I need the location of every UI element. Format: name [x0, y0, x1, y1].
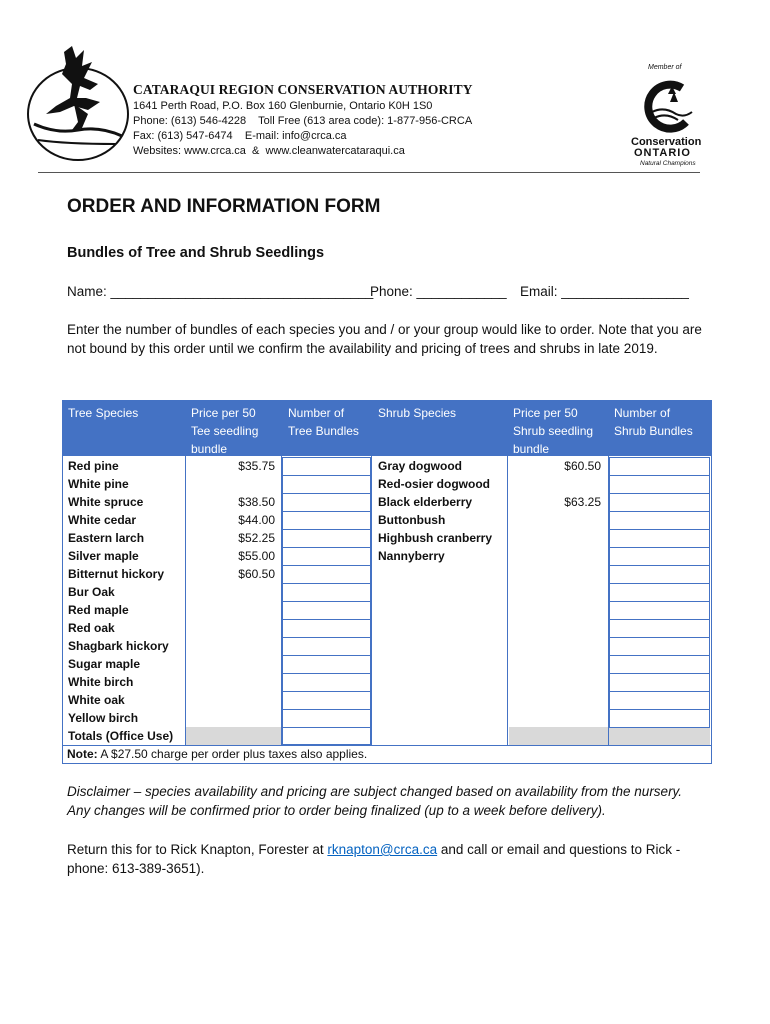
price-value — [191, 475, 275, 493]
conservation-ontario-logo — [640, 76, 696, 136]
shrub-bundle-input[interactable] — [609, 475, 710, 494]
tree-bundle-input[interactable] — [282, 691, 371, 710]
shrub-bundle-input[interactable] — [609, 457, 710, 476]
price-value: $55.00 — [238, 549, 275, 563]
shrub-species-list — [378, 457, 492, 565]
list-item: White pine — [68, 477, 129, 491]
tree-bundle-input[interactable] — [282, 529, 371, 548]
intro-paragraph: Enter the number of bundles of each species you and / or your group would like to order. Note that you are not bound by this order until we confirm the availability and pricing of trees and shrubs in late 2019. — [67, 322, 702, 356]
shrub-bundle-input[interactable] — [609, 583, 710, 602]
tree-bundle-input[interactable] — [282, 511, 371, 530]
shrub-bundle-input[interactable] — [609, 691, 710, 710]
table-header — [63, 401, 711, 456]
list-item: White cedar — [68, 513, 137, 527]
shrub-bundle-input[interactable] — [609, 709, 710, 728]
price-value — [513, 475, 601, 493]
shrub-bundle-input[interactable] — [609, 565, 710, 584]
org-fax: Fax: (613) 547-6474 E-mail: info@crca.ca — [133, 130, 347, 142]
price-value: $60.50 — [238, 567, 275, 581]
shrub-bundle-input[interactable] — [609, 601, 710, 620]
totals-cell — [509, 727, 608, 745]
price-value: $63.25 — [564, 495, 601, 509]
totals-cell — [609, 727, 710, 745]
list-item: White spruce — [68, 495, 144, 509]
totals-label: Totals (Office Use) — [68, 729, 174, 743]
shrub-bundle-input[interactable] — [609, 529, 710, 548]
list-item: Red maple — [68, 603, 129, 617]
tree-bundle-input[interactable] — [282, 655, 371, 674]
list-item: Red-osier dogwood — [378, 477, 490, 491]
list-item: White oak — [68, 693, 125, 707]
co-name-line2: ONTARIO — [634, 147, 691, 159]
list-item: Gray dogwood — [378, 459, 462, 473]
phone-field[interactable]: Phone: ____________ — [370, 284, 507, 299]
member-of-label: Member of — [648, 64, 682, 71]
header-tree-price: Price per 50 Tee seedling bundle — [191, 406, 259, 456]
shrub-bundle-input[interactable] — [609, 511, 710, 530]
totals-cell — [186, 727, 281, 745]
list-item: Sugar maple — [68, 657, 141, 671]
list-item: Black elderberry — [378, 495, 473, 509]
return-instructions: Return this for to Rick Knapton, Forester at rknapton@crca.ca and call or email and questions to Rick - phone: 613-389-3651). — [67, 842, 681, 876]
price-value: $35.75 — [238, 459, 275, 473]
order-table — [62, 400, 712, 764]
list-item: Silver maple — [68, 549, 139, 563]
tree-bundle-input[interactable] — [282, 637, 371, 656]
crca-osprey-logo — [26, 44, 130, 162]
col-divider — [185, 401, 186, 746]
list-item: Bur Oak — [68, 585, 115, 599]
tree-bundle-input[interactable] — [282, 547, 371, 566]
list-item: Bitternut hickory — [68, 567, 165, 581]
list-item: Shagbark hickory — [68, 639, 169, 653]
list-item: Eastern larch — [68, 531, 145, 545]
org-address: 1641 Perth Road, P.O. Box 160 Glenburnie, Ontario K0H 1S0 — [133, 100, 433, 112]
list-item: Highbush cranberry — [378, 531, 493, 545]
tree-bundle-input[interactable] — [282, 583, 371, 602]
co-name-line1: Conservation — [631, 136, 702, 148]
table-note: Note: A $27.50 charge per order plus taxes also applies. — [67, 747, 368, 761]
org-phone: Phone: (613) 546-4228 Toll Free (613 area code): 1-877-956-CRCA — [133, 115, 473, 127]
tree-bundle-input[interactable] — [282, 619, 371, 638]
tree-species-list — [68, 457, 173, 745]
tree-bundle-input[interactable] — [282, 601, 371, 620]
disclaimer: Disclaimer – species availability and pricing are subject changed based on availability from the nursery. Any changes will be confirmed prior to order being finalized (up to a week before delivery). — [67, 784, 683, 818]
shrub-bundle-input[interactable] — [609, 673, 710, 692]
price-value: $38.50 — [238, 495, 275, 509]
list-item: Buttonbush — [378, 513, 446, 527]
price-value: $44.00 — [238, 513, 275, 527]
col-divider — [507, 401, 508, 746]
name-field[interactable]: Name: ___________________________________ — [67, 284, 374, 299]
org-name: CATARAQUI REGION CONSERVATION AUTHORITY — [133, 82, 473, 97]
email-link[interactable]: rknapton@crca.ca — [327, 842, 438, 857]
form-title: ORDER AND INFORMATION FORM — [67, 196, 381, 217]
tree-bundle-input[interactable] — [282, 565, 371, 584]
org-websites: Websites: www.crca.ca & www.cleanwatercataraqui.ca — [133, 145, 405, 157]
list-item: Red oak — [68, 621, 115, 635]
header-tree-species: Tree Species — [68, 406, 139, 420]
form-subtitle: Bundles of Tree and Shrub Seedlings — [67, 245, 325, 261]
tree-price-list — [191, 457, 275, 583]
shrub-bundle-input[interactable] — [609, 637, 710, 656]
shrub-bundle-input[interactable] — [609, 493, 710, 512]
tree-total-input[interactable] — [282, 726, 371, 745]
co-tagline: Natural Champions — [640, 160, 696, 167]
tree-bundle-input[interactable] — [282, 673, 371, 692]
tree-bundle-input[interactable] — [282, 493, 371, 512]
tree-bundle-input[interactable] — [282, 475, 371, 494]
list-item: Red pine — [68, 459, 119, 473]
tree-bundle-input[interactable] — [282, 709, 371, 728]
list-item: Yellow birch — [68, 711, 139, 725]
shrub-bundle-input[interactable] — [609, 547, 710, 566]
header-shrub-number: Number of Shrub Bundles — [614, 406, 693, 438]
shrub-bundle-input[interactable] — [609, 619, 710, 638]
price-value: $60.50 — [564, 459, 601, 473]
list-item: White birch — [68, 675, 134, 689]
header-tree-number: Number of Tree Bundles — [288, 406, 359, 438]
email-field[interactable]: Email: _________________ — [520, 284, 689, 299]
header-shrub-species: Shrub Species — [378, 406, 457, 420]
header-divider — [38, 172, 700, 173]
shrub-bundle-input[interactable] — [609, 655, 710, 674]
col-divider — [371, 401, 372, 746]
tree-bundle-input[interactable] — [282, 457, 371, 476]
price-value: $52.25 — [238, 531, 275, 545]
header-shrub-price: Price per 50 Shrub seedling bundle — [513, 406, 594, 456]
shrub-price-list — [513, 457, 601, 511]
list-item: Nannyberry — [378, 549, 445, 563]
